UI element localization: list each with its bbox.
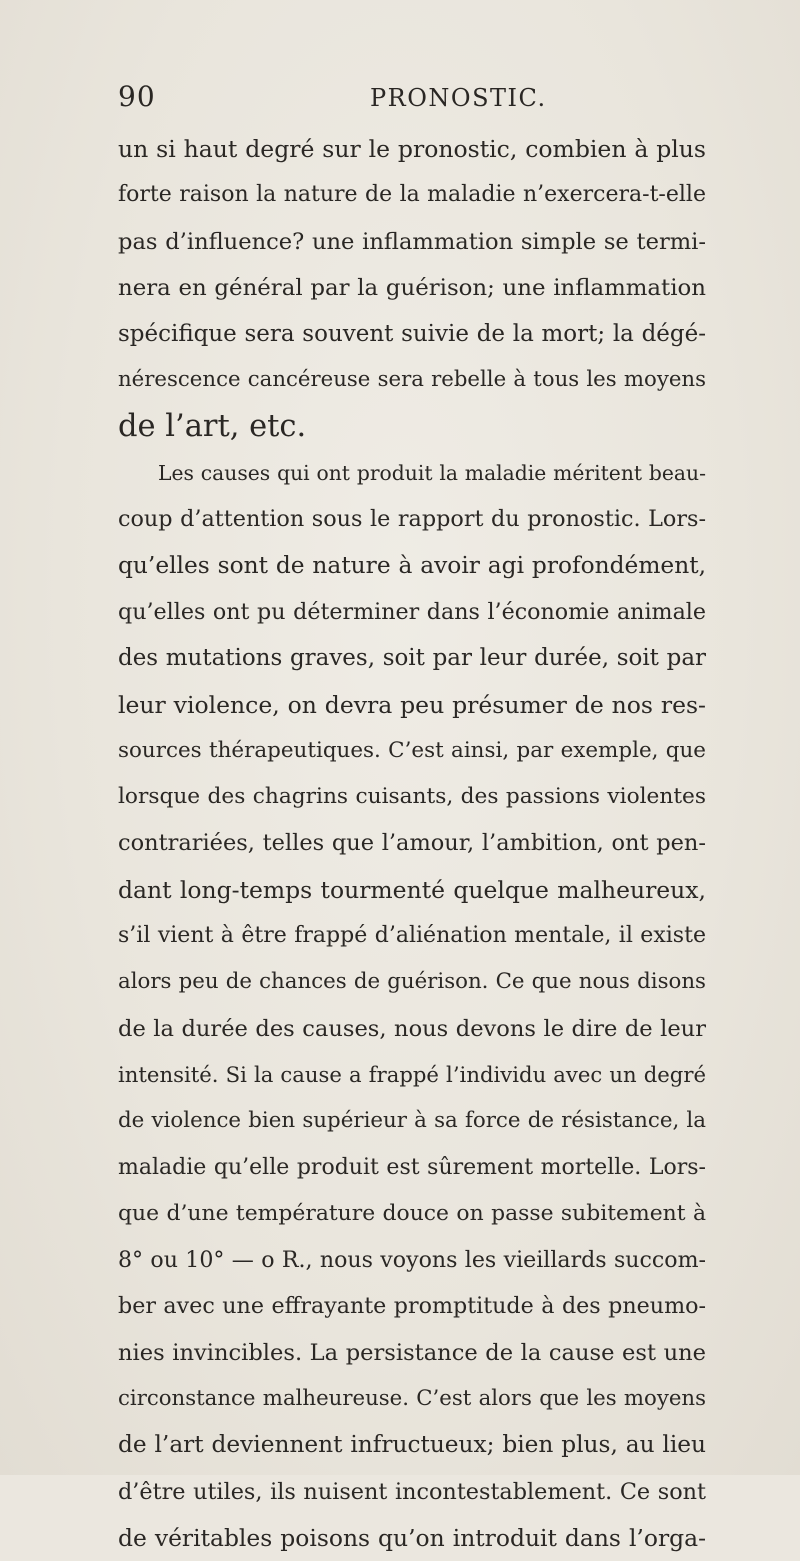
text-line: nera en général par la guérison; une inflammation [118,274,706,301]
text-line: leur violence, on devra peu présumer de nos res- [118,690,706,719]
text-line: un si haut degré sur le pronostic, combien à plus [118,135,706,163]
text-line: de véritables poisons qu’on introduit dans l’orga- [118,1523,706,1552]
running-title: PRONOSTIC. [370,84,547,112]
text-line: que d’une température douce on passe subitement à [118,1200,706,1226]
running-head [118,80,708,120]
text-line: dant long-temps tourmenté quelque malheureux, [118,875,706,904]
text-line: forte raison la nature de la maladie n’exercera-t-elle [118,182,706,208]
text-line: pas d’influence? une inflammation simple se termi- [118,228,706,255]
text-line: lorsque des chagrins cuisants, des passions violentes [118,784,706,810]
text-line: qu’elles ont pu déterminer dans l’économie animale [118,598,706,625]
text-line: circonstance malheureuse. C’est alors que les moyens [118,1386,706,1412]
text-line: des mutations graves, soit par leur durée, soit par [118,645,706,672]
text-line: de la durée des causes, nous devons le dire de leur [118,1015,706,1042]
text-line: coup d’attention sous le rapport du pronostic. Lors- [118,506,706,533]
paragraph-1 [118,126,706,450]
text-line: Les causes qui ont produit la maladie méritent beau- [158,461,706,486]
text-line: nérescence cancéreuse sera rebelle à tous les moyens [118,367,706,393]
text-line: nies invincibles. La persistance de la cause est une [118,1339,706,1366]
text-line: alors peu de chances de guérison. Ce que nous disons [118,969,706,995]
text-line: ber avec une effrayante promptitude à des pneumo- [118,1293,706,1320]
text-line: de violence bien supérieur à sa force de résistance, la [118,1108,706,1134]
text-line: de l’art deviennent infructueux; bien plus, au lieu [118,1431,706,1459]
text-line: de l’art, etc. [118,408,307,444]
text-line: sources thérapeutiques. C’est ainsi, par exemple, que [118,737,706,763]
text-line: s’il vient à être frappé d’aliénation mentale, il existe [118,923,706,949]
page-number: 90 [118,80,156,113]
text-line: qu’elles sont de nature à avoir agi profondément, [118,551,706,579]
text-line: contrariées, telles que l’amour, l’ambition, ont pen- [118,830,706,857]
text-line: spécifique sera souvent suivie de la mort; la dégé- [118,321,706,348]
text-line: 8° ou 10° — o R., nous voyons les vieillards succom- [118,1247,706,1274]
text-line: maladie qu’elle produit est sûrement mortelle. Lors- [118,1154,706,1180]
text-line: d’être utiles, ils nuisent incontestablement. Ce sont [118,1478,706,1505]
body-text [118,126,706,1561]
paragraph-2 [118,450,706,1561]
text-line: intensité. Si la cause a frappé l’individu avec un degré [118,1061,706,1087]
